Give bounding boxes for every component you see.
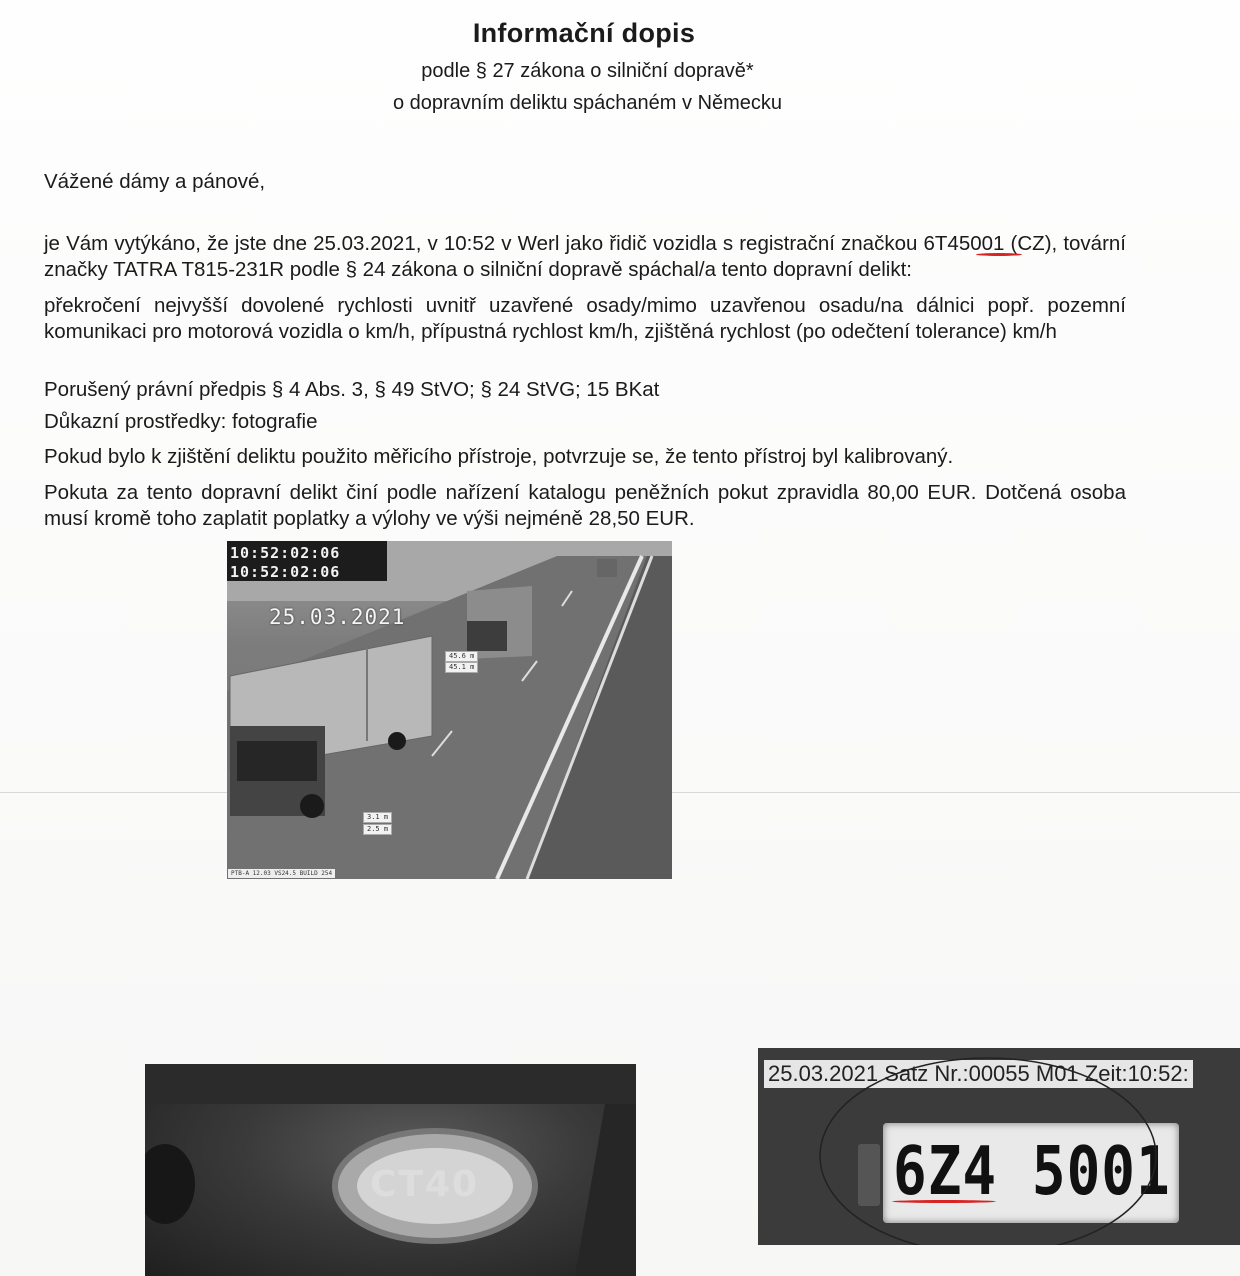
highway-scene [227, 541, 672, 879]
camera-date: 25.03.2021 [269, 605, 406, 629]
plate-photo-timestamp: 25.03.2021 Satz Nr.:00055 M01 Zeit:10:52: [764, 1060, 1193, 1088]
paragraph-fine: Pokuta za tento dopravní delikt činí podle nařízení katalogu peněžních pokut zpravidla 80,00 EUR. Dotčená osoba musí kromě toho zaplatit poplatky a výlohy ve výši nejméně 28,50 EUR. [44, 481, 1126, 530]
measure-label-near-2: 2.5 m [363, 824, 392, 835]
handwritten-underline-plate [976, 253, 1022, 256]
paragraph-calibration: Pokud bylo k zjištění deliktu použito měřicího přístroje, potvrzuje se, že tento přístroj byl kalibrovaný. [44, 445, 954, 468]
license-plate-photo [758, 1048, 1240, 1245]
stamp-circle-overlay [758, 1048, 1240, 1245]
paragraph-evidence: Důkazní prostředky: fotografie [44, 410, 318, 433]
paragraph-accusation: je Vám vytýkáno, že jste dne 25.03.2021, v 10:52 v Werl jako řidič vozidla s registrační značkou 6T45001 (CZ), tovární značky TATRA T815-231R podle § 24 zákona o silniční dopravě spáchal/a tento dopravní delikt: [44, 232, 1126, 281]
traffic-camera-photo [227, 541, 672, 879]
license-plate-text: 6Z4 5001 [893, 1133, 1171, 1211]
document-subtitle-law: podle § 27 zákona o silniční dopravě* [421, 60, 754, 82]
salutation: Vážené dámy a pánové, [44, 170, 266, 193]
measure-label-far-2: 45.1 m [445, 662, 478, 673]
headlight-embossed-logo: CT40 [370, 1164, 480, 1205]
measure-label-far-1: 45.6 m [445, 651, 478, 662]
camera-timestamp-1: 10:52:02:06 [230, 544, 341, 562]
camera-timestamp-2: 10:52:02:06 [230, 563, 341, 581]
measure-label-near-1: 3.1 m [363, 812, 392, 823]
handwritten-underline-plate-photo [892, 1200, 996, 1203]
document-title: Informační dopis [472, 18, 696, 48]
paragraph-speeding: překročení nejvyšší dovolené rychlosti uvnitř uzavřené osady/mimo uzavřenou osadu/na dálnici popř. pozemní komunikaci pro motorová vozidla o km/h, přípustná rychlost km/h, zjištěná rychlost (po odečtení tolerance) km/h [44, 294, 1126, 343]
headlight-closeup-photo [145, 1064, 636, 1276]
camera-device-footer: PTB-A 12.03 VS24.5 BUILD 254 [228, 869, 335, 878]
paragraph-violated-law: Porušený právní předpis § 4 Abs. 3, § 49 StVO; § 24 StVG; 15 BKat [44, 378, 660, 401]
document-subtitle-offence: o dopravním deliktu spáchaném v Německu [392, 92, 783, 114]
